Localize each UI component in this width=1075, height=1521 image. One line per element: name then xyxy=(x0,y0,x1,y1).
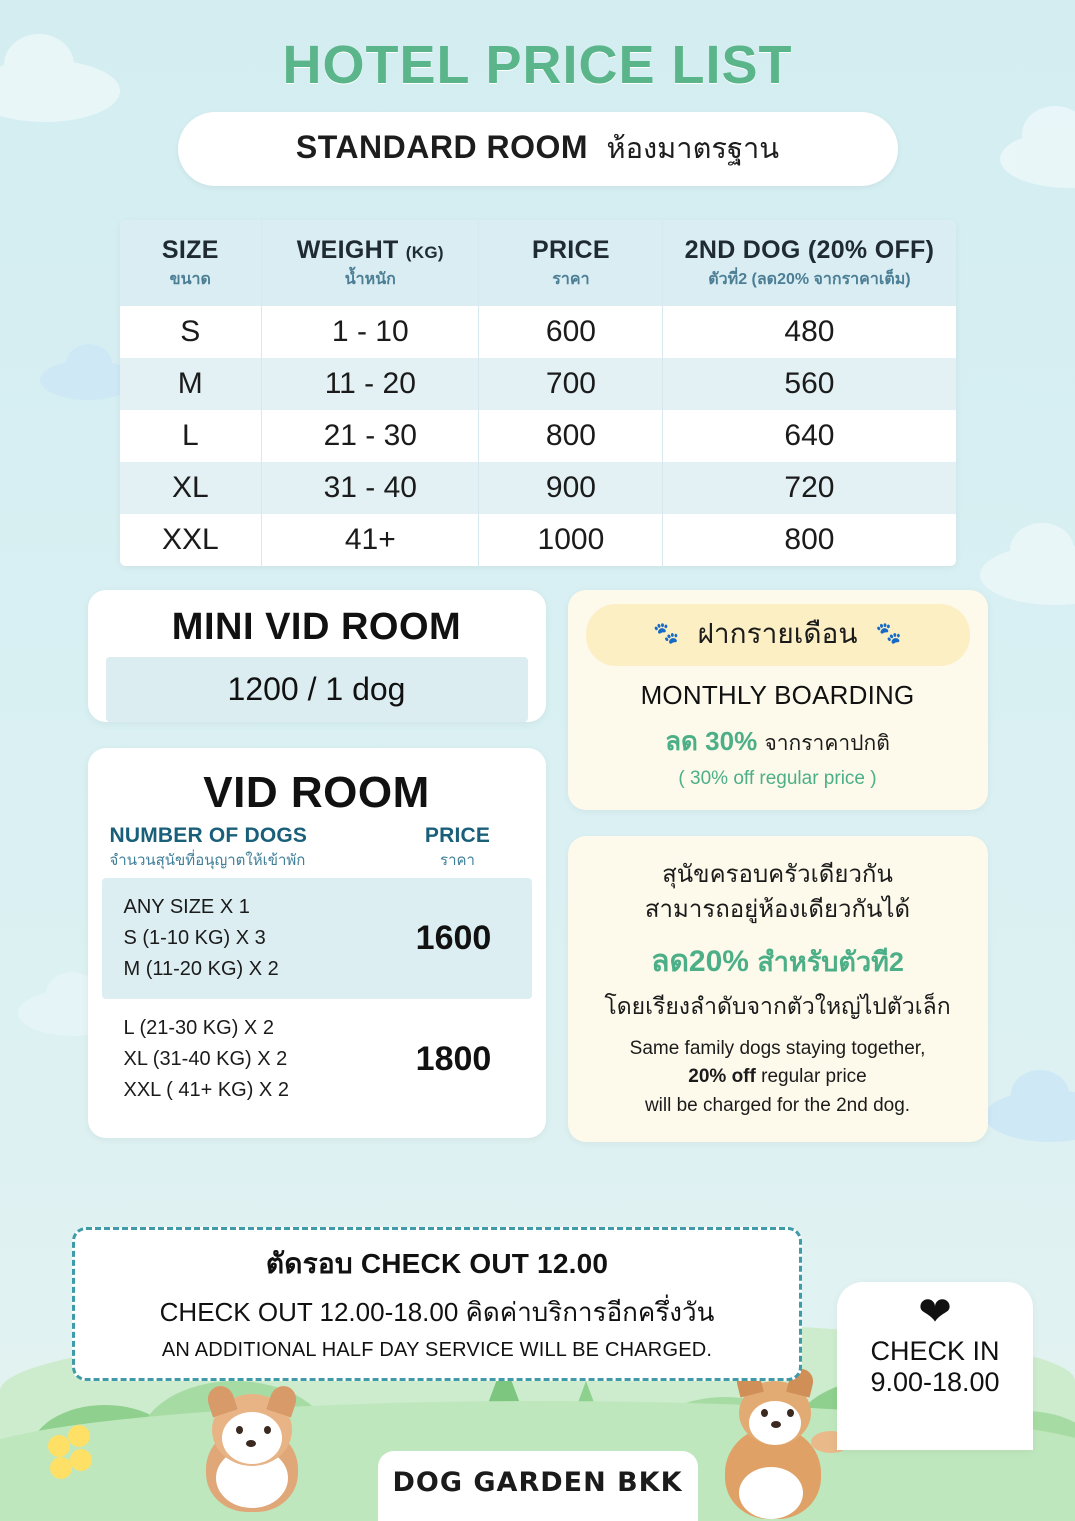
checkin-hours: 9.00-18.00 xyxy=(870,1367,1000,1397)
cell-weight: 11 - 20 xyxy=(262,358,479,410)
header-label-en: 2ND DOG (20% OFF) xyxy=(684,236,935,264)
vid-room-row-lines xyxy=(110,892,384,985)
vid-room-header xyxy=(88,824,546,878)
cell-second-dog: 800 xyxy=(784,523,835,556)
cell-weight: 1 - 10 xyxy=(262,306,479,358)
mini-vid-room-price: 1200 / 1 dog xyxy=(106,657,528,722)
monthly-boarding-title-en: MONTHLY BOARDING xyxy=(640,680,915,710)
family-en-discount-rest: regular price xyxy=(761,1066,867,1088)
vid-header-label-th: จำนวนสุนัขที่อนุญาตให้เข้าพัก xyxy=(109,852,306,869)
header-label-unit: (KG) xyxy=(405,243,444,262)
cell-second-dog: 480 xyxy=(784,315,835,348)
paw-icon: 🐾 xyxy=(653,622,680,645)
checkout-policy-box xyxy=(72,1227,802,1381)
heart-paw-icon: ❤ xyxy=(918,1290,952,1334)
cell-price: 900 xyxy=(479,462,663,514)
brand-logo-text: DOG GARDEN BKK xyxy=(392,1467,683,1498)
header-label-th: ราคา xyxy=(552,271,590,288)
mini-vid-room-card xyxy=(88,590,546,722)
standard-room-price-table xyxy=(120,220,956,566)
family-en-line-3: will be charged for the 2nd dog. xyxy=(644,1094,911,1116)
cell-size: M xyxy=(120,358,262,410)
standard-room-banner xyxy=(178,112,898,186)
vid-room-row-price: 1600 xyxy=(415,919,492,957)
cell-second-dog: 720 xyxy=(784,471,835,504)
vid-header-label-en: NUMBER OF DOGS xyxy=(109,824,308,847)
checkout-line-2: CHECK OUT 12.00-18.00 คิดค่าบริการอีกครึ่งวัน xyxy=(159,1297,715,1327)
vid-room-row-line: M (11-20 KG) X 2 xyxy=(123,958,279,980)
mini-vid-room-title: MINI VID ROOM xyxy=(171,606,462,648)
family-en-line-1: Same family dogs staying together, xyxy=(629,1037,926,1059)
vid-room-card xyxy=(88,748,546,1138)
vid-room-row-line: S (1-10 KG) X 3 xyxy=(123,927,266,949)
vid-room-row-line: XXL ( 41+ KG) X 2 xyxy=(123,1079,289,1101)
monthly-pill-label-th: ฝากรายเดือน xyxy=(697,618,858,649)
family-highlight-value: ลด20% xyxy=(651,944,749,978)
monthly-discount-note-en: ( 30% off regular price ) xyxy=(678,768,877,789)
vid-room-row-line: XL (31-40 KG) X 2 xyxy=(123,1048,288,1070)
family-line-3: โดยเรียงลำดับจากตัวใหญ่ไปตัวเล็ก xyxy=(604,992,951,1019)
vid-room-row-line: L (21-30 KG) X 2 xyxy=(123,1017,274,1039)
vid-room-row-lines xyxy=(110,1013,384,1106)
family-en-note xyxy=(586,1035,970,1121)
family-highlight xyxy=(586,938,970,985)
left-column xyxy=(88,590,546,1138)
cell-weight: 41+ xyxy=(262,514,479,566)
standard-room-label-th: ห้องมาตรฐาน xyxy=(606,133,780,165)
checkout-line-3: AN ADDITIONAL HALF DAY SERVICE WILL BE CHARGED. xyxy=(161,1339,713,1361)
monthly-discount-value: ลด 30% xyxy=(665,726,758,756)
paw-icon: 🐾 xyxy=(875,622,902,645)
checkout-line-1: ตัดรอบ CHECK OUT 12.00 xyxy=(265,1248,609,1279)
table-header-price xyxy=(479,220,663,306)
table-row xyxy=(120,410,956,462)
vid-room-title: VID ROOM xyxy=(203,768,430,817)
cell-size: XL xyxy=(120,462,262,514)
vid-price-label-th: ราคา xyxy=(440,852,475,869)
right-column xyxy=(568,590,988,1142)
checkin-badge xyxy=(837,1282,1033,1450)
cell-size: XXL xyxy=(120,514,262,566)
family-discount-card xyxy=(568,836,988,1142)
monthly-discount-rest: จากราคาปกติ xyxy=(764,732,890,755)
header-label-th: น้ำหนัก xyxy=(344,271,396,288)
checkin-label: CHECK IN xyxy=(870,1336,1000,1366)
header-label-en xyxy=(266,236,474,265)
family-line-2: สามารถอยู่ห้องเดียวกันได้ xyxy=(644,895,911,923)
family-en-line-2 xyxy=(586,1063,970,1092)
cell-size: S xyxy=(120,306,262,358)
cell-size: L xyxy=(120,410,262,462)
cell-second-dog: 640 xyxy=(784,419,835,452)
cell-weight: 31 - 40 xyxy=(262,462,479,514)
header-label-th: ตัวที่2 (ลด20% จากราคาเต็ม) xyxy=(708,271,911,288)
page-title: HOTEL PRICE LIST xyxy=(282,35,793,95)
vid-room-row xyxy=(102,999,532,1120)
table-row xyxy=(120,358,956,410)
family-en-discount: 20% off xyxy=(688,1066,756,1088)
cell-price: 1000 xyxy=(479,514,663,566)
cell-second-dog: 560 xyxy=(784,367,835,400)
header-label-en: SIZE xyxy=(161,236,219,264)
table-row xyxy=(120,462,956,514)
vid-room-row xyxy=(102,878,532,999)
vid-room-row-price: 1800 xyxy=(415,1040,492,1078)
monthly-boarding-pill xyxy=(586,604,970,666)
header-label-en: PRICE xyxy=(531,236,610,264)
vid-room-row-line: ANY SIZE X 1 xyxy=(123,896,250,918)
cell-weight: 21 - 30 xyxy=(262,410,479,462)
header-label-th: ขนาด xyxy=(169,271,211,288)
family-highlight-rest: สำหรับตัวที2 xyxy=(757,946,904,977)
table-header-second-dog xyxy=(663,220,956,306)
header-label-en-text: WEIGHT xyxy=(296,236,399,264)
table-header-size xyxy=(120,220,262,306)
table-header-row xyxy=(120,220,956,306)
table-header-weight xyxy=(262,220,479,306)
brand-logo xyxy=(378,1451,698,1521)
monthly-discount-line xyxy=(586,721,970,762)
monthly-boarding-card xyxy=(568,590,988,810)
table-row xyxy=(120,306,956,358)
table-row xyxy=(120,514,956,566)
cell-price: 700 xyxy=(479,358,663,410)
standard-room-label-en: STANDARD ROOM xyxy=(295,129,589,165)
cell-price: 800 xyxy=(479,410,663,462)
family-line-1: สุนัขครอบครัวเดียวกัน xyxy=(662,861,893,888)
cell-price: 600 xyxy=(479,306,663,358)
vid-price-label-en: PRICE xyxy=(424,824,491,847)
